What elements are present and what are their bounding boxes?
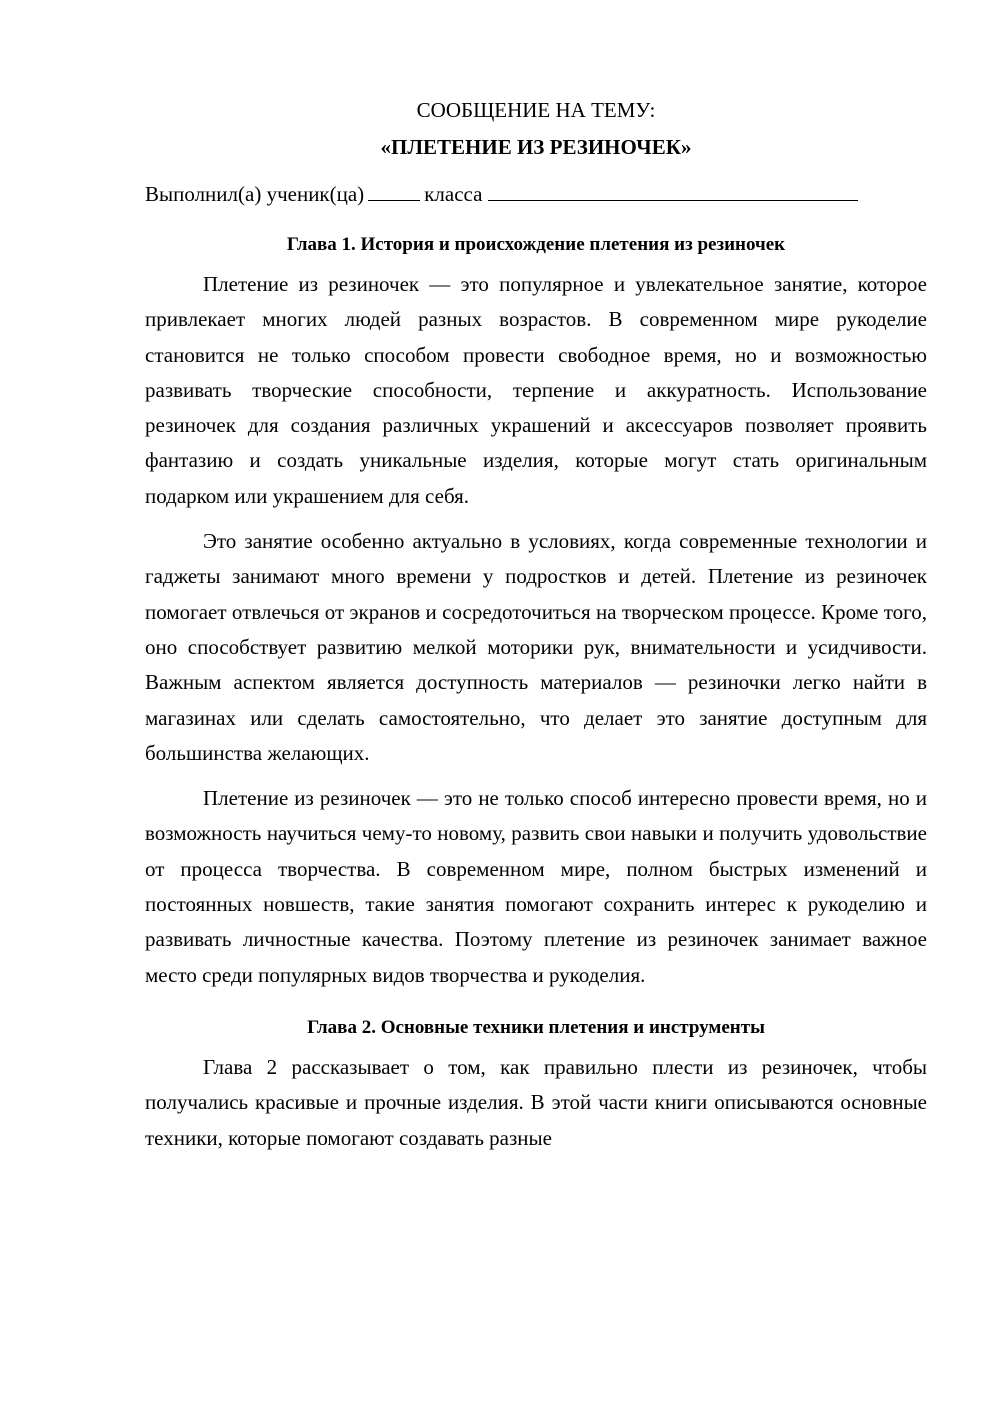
author-line: [145, 178, 927, 210]
document-title-line1: СООБЩЕНИЕ НА ТЕМУ:: [416, 98, 656, 122]
class-number-blank: [368, 182, 420, 201]
chapter-1-heading: Глава 1. История и происхождение плетения из резиночек: [286, 234, 786, 255]
document-title-topic: «ПЛЕТЕНИЕ ИЗ РЕЗИНОЧЕК»: [380, 135, 692, 159]
chapter-1-paragraph-2: Это занятие особенно актуально в условиях, когда современные технологии и гаджеты занимают много времени у подростков и детей. Плетение из резиночек помогает отвлечься от экранов и сосредоточиться на творческом процессе. Кроме того, оно способствует развитию мелкой моторики рук, внимательности и усидчивости. Важным аспектом является доступность материалов — резиночки легко найти в магазинах или сделать самостоятельно, что делает это занятие доступным для большинства желающих.: [145, 529, 927, 765]
author-prefix: Выполнил(а) ученик(ца): [145, 182, 365, 206]
chapter-2-paragraph-1: Глава 2 рассказывает о том, как правильно плести из резиночек, чтобы получались красивые и прочные изделия. В этой части книги описываются основные техники, которые помогают создавать разные: [145, 1054, 927, 1150]
chapter-1-paragraph-3: Плетение из резиночек — это не только способ интересно провести время, но и возможность научиться чему-то новому, развить свои навыки и получить удовольствие от процесса творчества. В современном мире, полном быстрых изменений и постоянных новшеств, такие занятия помогают сохранить интерес к рукоделию и развивать личностные качества. Поэтому плетение из резиночек занимает важное место среди популярных видов творчества и рукоделия.: [145, 786, 927, 987]
class-word: класса: [424, 182, 483, 206]
chapter-2-heading: Глава 2. Основные техники плетения и инструменты: [307, 1016, 765, 1038]
document-content: [145, 94, 927, 1166]
chapter-1-paragraph-1: Плетение из резиночек — это популярное и увлекательное занятие, которое привлекает многих людей разных возрастов. В современном мире рукоделие становится не только способом провести свободное время, но и возможностью развивать творческие способности, терпение и аккуратность. Использование резиночек для создания различных украшений и аксессуаров позволяет проявить фантазию и создать уникальные изделия, которые могут стать оригинальным подарком или украшением для себя.: [145, 272, 927, 508]
class-letter-blank: [488, 182, 858, 201]
